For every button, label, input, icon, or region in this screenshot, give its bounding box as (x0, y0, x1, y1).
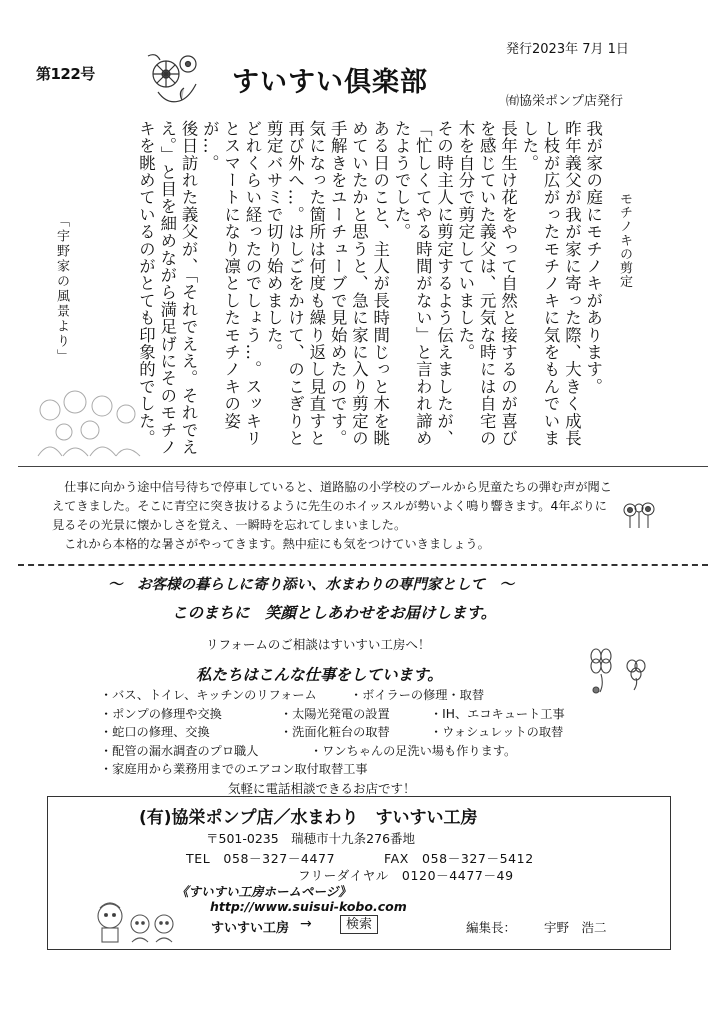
issue-number: 第122号 (36, 65, 95, 83)
service-item: ・ウォシュレットの取替 (430, 725, 564, 739)
free-dial-number: フリーダイヤル 0120－4477－49 (298, 868, 514, 883)
essay (136, 120, 635, 460)
newsletter-title: すいすい倶楽部 (232, 67, 428, 98)
company-address: 〒501-0235 瑞穂市十九条276番地 (206, 831, 416, 846)
services-list (100, 686, 620, 779)
family-sketch-icon (30, 380, 150, 458)
service-item: ・IH、エコキュート工事 (430, 706, 565, 721)
publisher: ㈲協栄ポンプ店発行 (506, 94, 624, 109)
divider (18, 466, 708, 467)
phone-consult-note: 気軽に電話相談できるお店です！ (228, 781, 416, 796)
service-item: ・バス、トイレ、キッチンのリフォーム (100, 688, 317, 702)
editor-name: 宇野 浩二 (544, 920, 607, 935)
notice-paragraph: 仕事に向かう途中信号待ちで停車していると、道路脇の小学校のプールから児童たちの弾む声が聞こえてきました。そこに青空に突き抜けるように先生のホイッスルが勢いよく鳴り響きます。4年ぶりに見るその光景に懐かしさを覚え、一瞬時を忘れてしまいました。 (52, 480, 612, 532)
fax-number: FAX 058－327－5412 (384, 851, 534, 866)
essay-caption: 「宇野家の風景より」 (54, 214, 69, 364)
services-row (100, 686, 620, 705)
services-row (100, 760, 620, 779)
service-item: ・洗面化粧台の取替 (280, 725, 390, 739)
essay-paragraph: 長年生け花をやって自然と接するのが喜びを感じていた義父は、元気な時には自宅の木を自分で剪定していました。 (455, 120, 518, 447)
arrow-right-icon: → (300, 916, 312, 932)
mascot-icon (92, 896, 182, 944)
homepage-label: 《すいすい工房ホームページ》 (176, 884, 351, 899)
service-item: ・ボイラーの修理・取替 (350, 688, 485, 702)
notice-paragraph: これから本格的な暑さがやってきます。熱中症にも気をつけていきましょう。 (52, 537, 490, 551)
sunflower-icon (620, 500, 660, 528)
company-name: (有)協栄ポンプ店／水まわり すいすい工房 (139, 808, 478, 828)
services-row (100, 723, 620, 742)
service-item: ・蛇口の修理、交換 (100, 725, 210, 739)
search-button[interactable]: 検索 (340, 915, 378, 934)
essay-paragraph: 後日訪れた義父が、「それでええ。それでええ。」と目を細めながら満足げにそのモチノキを眺めているのがとても印象的でした。 (136, 120, 199, 456)
essay-paragraph: その時主人に剪定するよう伝えましたが、「忙しくてやる時間がない」と言われ諦めたようでした。 (392, 120, 454, 447)
service-item: ・ポンプの修理や交換 (100, 706, 222, 721)
editor-label: 編集長： (466, 920, 517, 935)
slogan-line-1: ～ お客様の暮らしに寄り添い、水まわりの専門家として ～ (108, 577, 514, 593)
essay-paragraph: 我が家の庭にモチノキがあります。 (583, 120, 603, 396)
service-item: ・太陽光発電の設置 (280, 706, 390, 721)
essay-paragraph: 昨年義父が我が家に寄った際、大きく成長し枝が広がったモチノキに気をもんでいました。 (519, 120, 582, 447)
service-item: ・ワンちゃんの足洗い場も作ります。 (310, 743, 517, 758)
services-heading: 私たちはこんな仕事をしています。 (196, 666, 443, 684)
essay-paragraph: どれくらい経ったのでしょう…。スッキリとスマートになり凛としたモチノキの姿が…。 (200, 120, 262, 447)
service-item: ・家庭用から業務用までのエアコン取付取替工事 (100, 762, 368, 776)
issue-date: 発行2023年 7月 1日 (506, 42, 629, 57)
reform-note: リフォームのご相談はすいすい工房へ！ (206, 637, 431, 652)
morning-glory-icon (138, 44, 208, 110)
slogan-line-2: このまちに 笑顔としあわせをお届けします。 (172, 604, 497, 622)
service-item: ・配管の漏水調査のプロ職人 (100, 743, 259, 758)
services-row (100, 705, 620, 724)
homepage-url[interactable]: http://www.suisui-kobo.com (210, 899, 407, 914)
essay-paragraph: ある日のこと、主人が長時間じっと木を眺めていたかと思うと、急に家に入り剪定の手解きをユーチューブで見始めたのです。気になった箇所は何度も繰り返し見直すと再び外へ…。はしごをかけて、のこぎりと剪定バサミで切り始めました。 (264, 120, 390, 447)
phone-number: TEL 058－327－4477 (186, 851, 336, 866)
dashed-divider (18, 564, 708, 566)
services-row (100, 742, 620, 761)
seasonal-notice (52, 478, 612, 554)
search-keyword: すいすい工房 (211, 921, 290, 936)
essay-title: モチノキの剪定 (617, 192, 632, 289)
